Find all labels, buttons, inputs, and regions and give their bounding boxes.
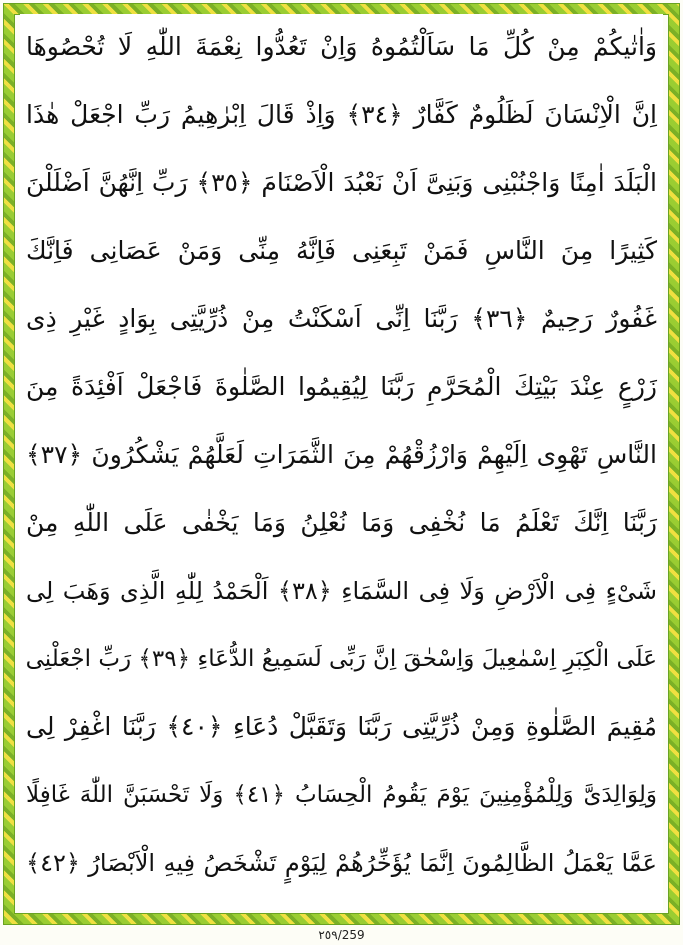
page-number: ٢٥٩/259: [318, 928, 365, 942]
text-line-1: وَاٰتٰيكُمْ مِنْ كُلِّ مَا سَاَلْتُمُوهُ وَاِنْ تَعُدُّوا نِعْمَةَ اللّٰهِ لَا تُحْصُوهَا: [26, 32, 657, 61]
text-line-8: رَبَّنَا اِنَّكَ تَعْلَمُ مَا نُخْفِى وَمَا نُعْلِنُ وَمَا يَخْفٰى عَلَى اللّٰهِ مِنْ: [26, 508, 657, 537]
text-line-10: عَلَى الْكِبَرِ اِسْمٰعِيلَ وَاِسْحٰقَ اِنَّ رَبِّى لَسَمِيعُ الدُّعَاءِ ﴿٣٩﴾ رَبِّ اجْعَلْنِى: [25, 646, 657, 672]
text-block: [20, 14, 663, 910]
text-line-13: عَمَّا يَعْمَلُ الظَّالِمُونَ اِنَّمَا يُؤَخِّرُهُمْ لِيَوْمٍ تَشْخَصُ فِيهِ الْاَبْصَارُ ﴿٤٢﴾: [26, 849, 657, 877]
text-line-12: وَلِوَالِدَىَّ وَلِلْمُؤْمِنِينَ يَوْمَ يَقُومُ الْحِسَابُ ﴿٤١﴾ وَلَا تَحْسَبَنَّ اللّٰهَ غَافِلًا: [26, 782, 657, 808]
text-line-6: زَرْعٍ عِنْدَ بَيْتِكَ الْمُحَرَّمِ رَبَّنَا لِيُقِيمُوا الصَّلٰوةَ فَاجْعَلْ اَفْئِدَةً مِنَ: [26, 372, 657, 401]
text-line-3: الْبَلَدَ اٰمِنًا وَاجْنُبْنِى وَبَنِىَّ اَنْ نَعْبُدَ الْاَصْنَامَ ﴿٣٥﴾ رَبِّ اِنَّهُنَّ اَضْلَلْنَ: [26, 168, 658, 197]
text-line-9: شَىْءٍ فِى الْاَرْضِ وَلَا فِى السَّمَاءِ ﴿٣٨﴾ اَلْحَمْدُ لِلّٰهِ الَّذِى وَهَبَ لِى: [26, 577, 657, 605]
text-line-11: مُقِيمَ الصَّلٰوةِ وَمِنْ ذُرِّيَّتِى رَبَّنَا وَتَقَبَّلْ دُعَاءِ ﴿٤٠﴾ رَبَّنَا اغْفِرْ لِى: [26, 712, 657, 741]
text-line-2: اِنَّ الْاِنْسَانَ لَظَلُومٌ كَفَّارٌ ﴿٣٤﴾ وَاِذْ قَالَ اِبْرٰهِيمُ رَبِّ اجْعَلْ هٰذَا: [26, 100, 658, 129]
text-line-4: كَثِيرًا مِنَ النَّاسِ فَمَنْ تَبِعَنِى فَاِنَّهُ مِنِّى وَمَنْ عَصَانِى فَاِنَّكَ: [26, 236, 657, 265]
text-line-5: غَفُورٌ رَحِيمٌ ﴿٣٦﴾ رَبَّنَا اِنِّى اَسْكَنْتُ مِنْ ذُرِّيَّتِى بِوَادٍ غَيْرِ ذِى: [26, 304, 657, 333]
text-line-7: النَّاسِ تَهْوِى اِلَيْهِمْ وَارْزُقْهُمْ مِنَ الثَّمَرَاتِ لَعَلَّهُمْ يَشْكُرُونَ ﴿٣٧﴾: [26, 440, 657, 469]
